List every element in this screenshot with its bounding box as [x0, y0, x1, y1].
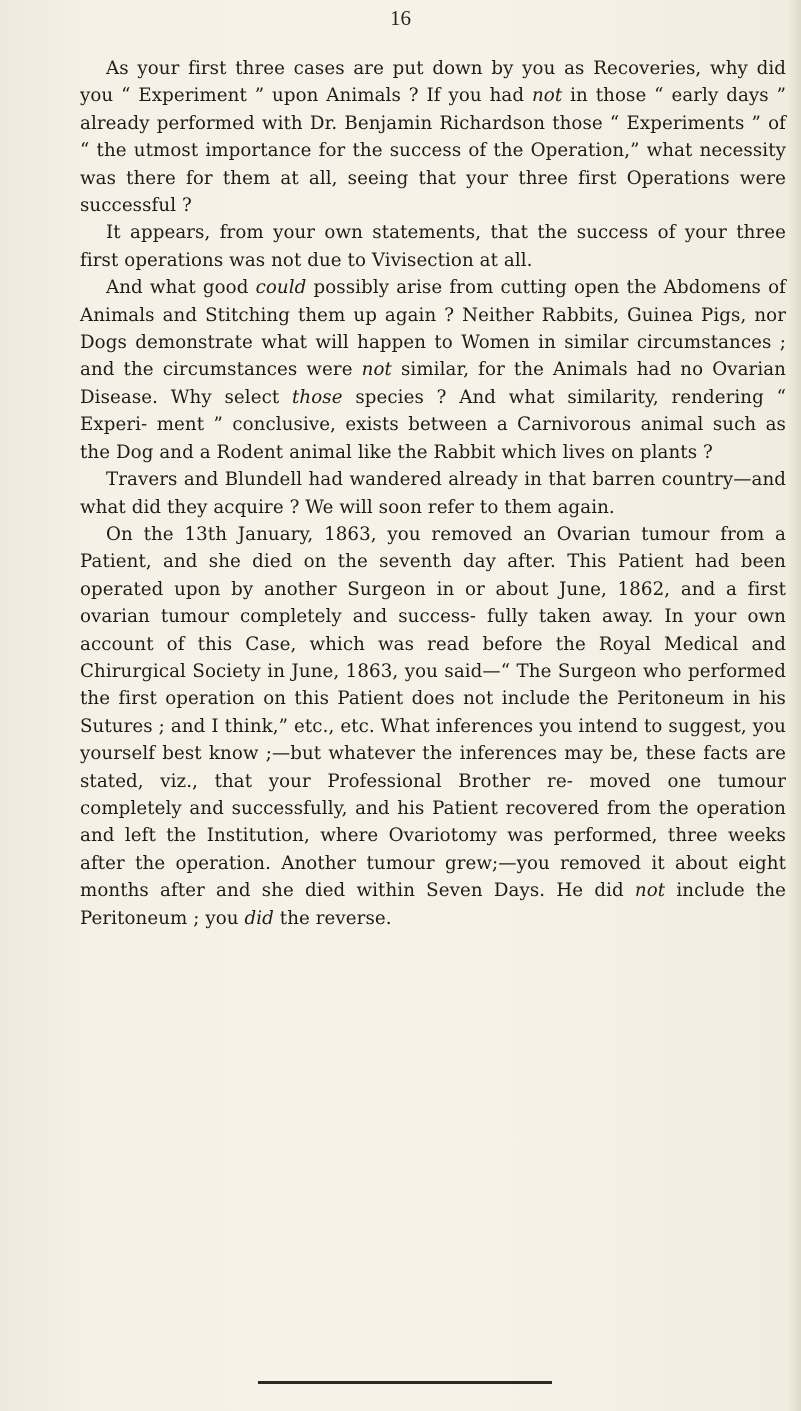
body-text — [80, 55, 786, 932]
paragraph-3: And what good could possibly arise from cutting open the Abdomens of Animals and Stitching them up again ? Neither Rabbits, Guinea Pigs, nor Dogs demonstrate what will happen to Women in similar circumstances ; and the circumstances were not similar, for the Animals had no Ovarian Disease. Why select those species ? And what similarity, rendering “ Experi- ment ” conclusive, exists between a Carnivorous animal such as the Dog and a Rodent animal like the Rabbit which lives on plants ? — [80, 277, 786, 463]
paragraph-2: It appears, from your own statements, that the success of your three first operations was not due to Vivisection at all. — [80, 222, 786, 271]
paragraph-1: As your first three cases are put down by you as Recoveries, why did you “ Experiment ” upon Animals ? If you had not in those “ early days ” already performed with Dr. Benjamin Richardson those “ Experiments ” of “ the utmost importance for the success of the Operation,” what necessity was there for them at all, seeing that your three first Operations were successful ? — [80, 58, 786, 217]
page-edge-shadow — [787, 0, 801, 1411]
page-number: 16 — [390, 6, 411, 30]
paragraph-5: On the 13th January, 1863, you removed an Ovarian tumour from a Patient, and she died on the seventh day after. This Patient had been operated upon by another Surgeon in or about June, 1862, and a first ovarian tumour completely and success- fully taken away. In your own account of this Case, which was read before the Royal Medical and Chirurgical Society in June, 1863, you said—“ The Surgeon who performed the first operation on this Patient does not include the Peritoneum in his Sutures ; and I think,” etc., etc. What inferences you intend to suggest, you yourself best know ;—but whatever the inferences may be, these facts are stated, viz., that your Professional Brother re- moved one tumour completely and successfully, and his Patient recovered from the operation and left the Institution, where Ovariotomy was performed, three weeks after the operation. Another tumour grew;—you removed it about eight months after and she died within Seven Days. He did not include the Peritoneum ; you did the reverse. — [80, 523, 786, 929]
footer-rule — [258, 1381, 552, 1384]
paragraph-4: Travers and Blundell had wandered already in that barren country—and what did they acquire ? We will soon refer to them again. — [80, 469, 786, 518]
